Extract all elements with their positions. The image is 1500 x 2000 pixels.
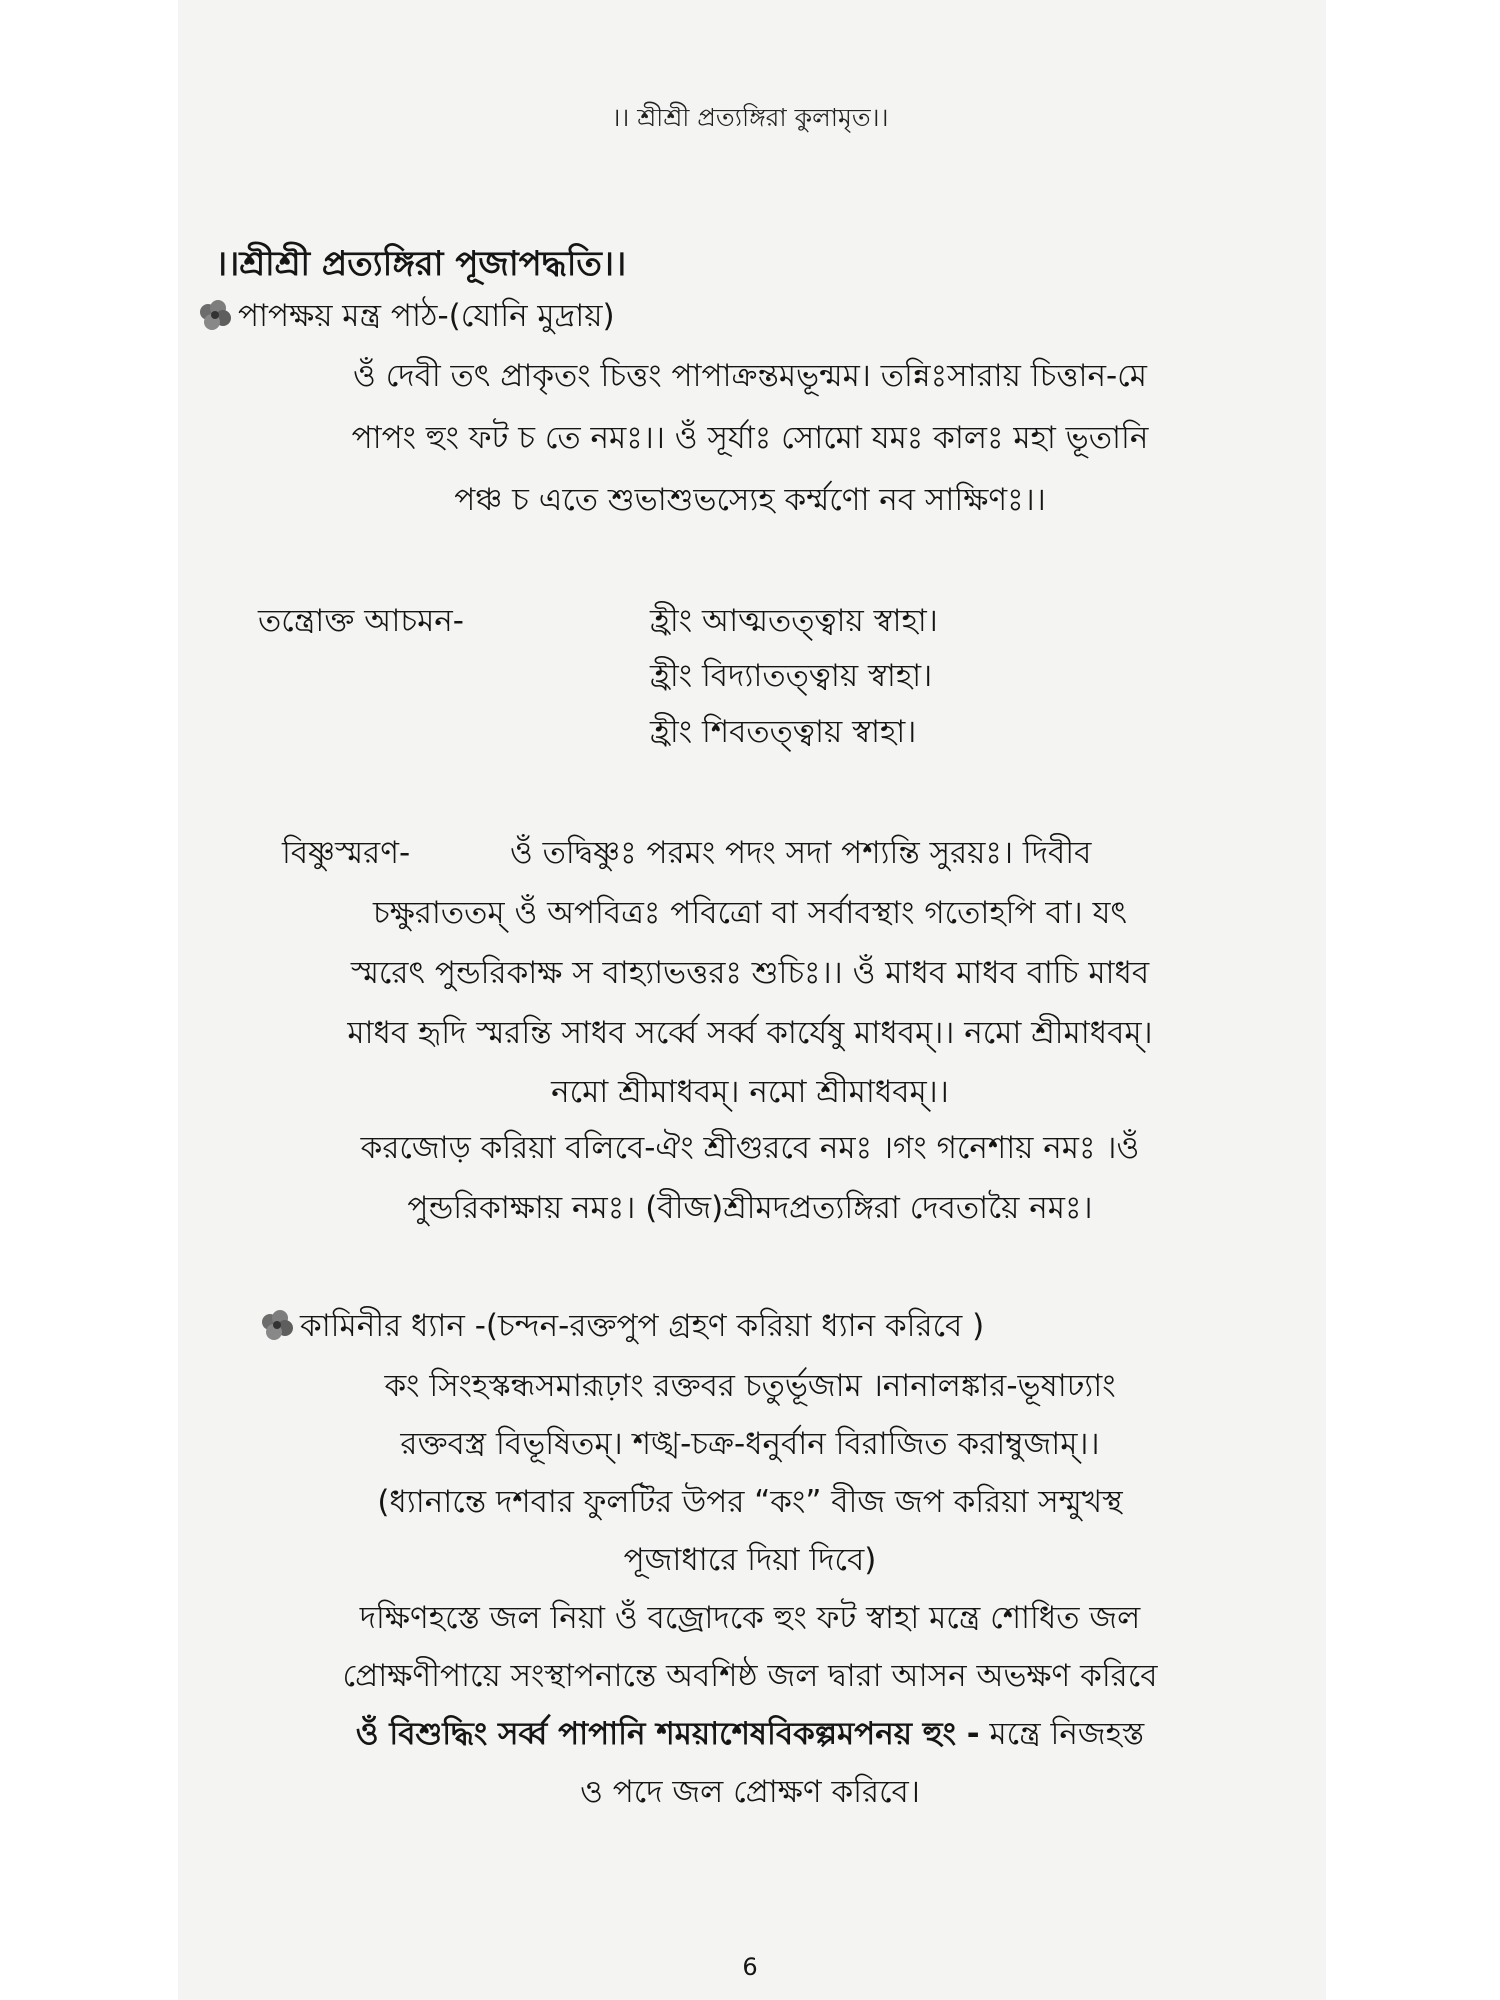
papakshay-line-1: ওঁ দেবী তৎ প্রাকৃতং চিত্তং পাপাক্রন্তমভূন্মম। তন্নিঃসারায় চিত্তান-মে [353,358,1147,394]
vishnu-line-3: মাধব হৃদি স্মরন্তি সাধব সর্ব্বে সর্ব্ব কার্যেষু মাধবম্।। নমো শ্রীমাধবম্। [347,1015,1153,1051]
papakshay-line-3: পঞ্চ চ এতে শুভাশুভস্যেহ কর্ম্মণো নব সাক্ষিণঃ।। [454,482,1046,518]
vishnu-line-5: করজোড় করিয়া বলিবে-ঐং শ্রীগুরবে নমঃ ।গং গনেশায় নমঃ ।ওঁ [360,1130,1140,1166]
page-number: 6 [742,1953,758,1981]
kamini-line-1: কং সিংহস্কন্ধসমারূঢ়াং রক্তবর চতুর্ভূজাম ।নানালঙ্কার-ভূষাঢ্যাং [384,1368,1116,1404]
kamini-heading [258,1306,984,1346]
papakshay-line-2: পাপং হুং ফট চ তে নমঃ।। ওঁ সূর্যাঃ সোমো যমঃ কালঃ মহা ভূতানি [351,420,1149,456]
achaman-label: তন্ত্রোক্ত আচমন- [258,603,464,639]
vishnu-line-6: পুন্ডরিকাক্ষায় নমঃ। (বীজ)শ্রীমদপ্রত্যঙ্গিরা দেবতায়ৈ নমঃ। [407,1190,1093,1226]
papakshay-heading-text: পাপক্ষয় মন্ত্র পাঠ-(যোনি মুদ্রায়) [238,298,615,334]
achaman-line-3: হ্রীং শিবতত্ত্বায় স্বাহা। [650,714,917,750]
kamini-line-6: প্রোক্ষণীপায়ে সংস্থাপনান্তে অবশিষ্ঠ জল দ্বারা আসন অভক্ষণ করিবে [342,1658,1158,1694]
kamini-line-5: দক্ষিণহস্তে জল নিয়া ওঁ বজ্রোদকে হুং ফট স্বাহা মন্ত্রে শোধিত জল [359,1600,1141,1636]
vishnu-line-2: স্মরেৎ পুন্ডরিকাক্ষ স বাহ্যাভত্তরঃ শুচিঃ।। ওঁ মাধব মাধব বাচি মাধব [350,955,1150,991]
kamini-mantra-tail: মন্ত্রে নিজহস্ত [989,1716,1145,1752]
vishnu-label: বিষ্ণুস্মরণ- [282,835,411,871]
achaman-line-2: হ্রীং বিদ্যাতত্ত্বায় স্বাহা। [650,658,933,694]
flower-icon [196,298,234,332]
vishnu-line-4: নমো শ্রীমাধবম্। নমো শ্রীমাধবম্।। [551,1074,949,1110]
kamini-bold-mantra: ওঁ বিশুদ্ধিং সর্ব্ব পাপানি শময়াশেষবিকল্পমপনয় হুং - [355,1716,980,1752]
kamini-line-4: পূজাধারে দিয়া দিবে) [623,1542,877,1578]
kamini-line-2: রক্তবস্ত্র বিভূষিতম্। শঙ্খ-চক্র-ধনুর্বান বিরাজিত করাম্বুজাম্।। [400,1426,1100,1462]
papakshay-heading [196,296,615,336]
kamini-heading-text: কামিনীর ধ্যান -(চন্দন-রক্তপুপ গ্রহণ করিয়া ধ্যান করিবে ) [300,1308,985,1344]
kamini-mantra-line [0,1714,1500,1754]
achaman-line-1: হ্রীং আত্মতত্ত্বায় স্বাহা। [650,603,938,639]
flower-icon [258,1308,296,1342]
kamini-line-3: (ধ্যানান্তে দশবার ফুলটির উপর “কং” বীজ জপ করিয়া সম্মুখস্থ [377,1484,1123,1520]
vishnu-first-line: ওঁ তদ্বিষ্ণুঃ পরমং পদং সদা পশ্যন্তি সুরয়ঃ। দিবীব [510,835,1092,871]
kamini-last-line: ও পদে জল প্রোক্ষণ করিবে। [580,1774,920,1810]
running-header: ।। শ্রীশ্রী প্রত্যঙ্গিরা কুলামৃত।। [611,103,889,132]
section-title: ।।শ্রীশ্রী প্রত্যঙ্গিরা পূজাপদ্ধতি।। [215,244,627,284]
vishnu-line-1: চক্ষুরাততম্ ওঁ অপবিত্রঃ পবিত্রো বা সর্বাবস্থাং গতোহপি বা। যৎ [372,895,1128,931]
